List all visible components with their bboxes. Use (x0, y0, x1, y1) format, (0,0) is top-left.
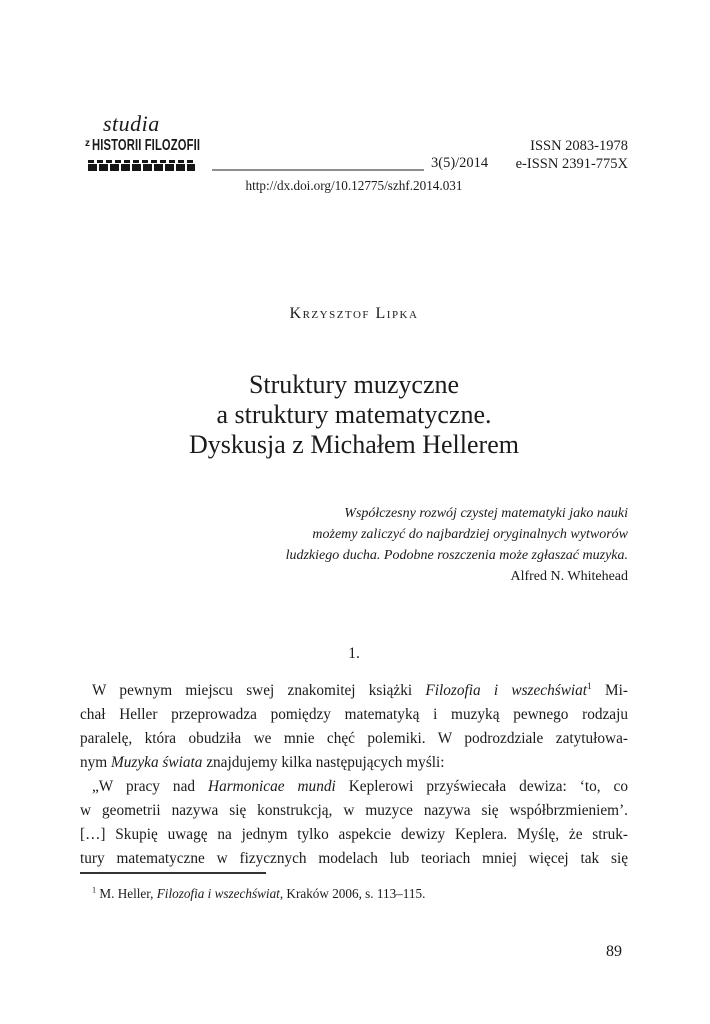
body-line (80, 775, 628, 799)
journal-logo-name: HISTORII FILOZOFII (92, 137, 201, 154)
text-segment: Harmonicae mundi (208, 778, 336, 795)
header-rule (212, 169, 424, 171)
text-segment: „W pracy nad (92, 778, 209, 795)
article-author: Krzysztof Lipka (289, 305, 419, 322)
body-line (80, 823, 628, 847)
filmstrip-dots (88, 160, 195, 163)
text-segment: chał Heller przeprowadza pomiędzy matematyką i muzyką pewnego rodzaju (80, 706, 628, 723)
journal-logo (85, 137, 246, 155)
issn-block (516, 137, 628, 173)
text-segment: 1 (587, 681, 592, 692)
page-number: 89 (606, 943, 622, 960)
epigraph-attribution: Alfred N. Whitehead (510, 569, 628, 584)
issue-number: 3(5)/2014 (431, 155, 489, 171)
text-segment: […] Skupię uwagę na jednym tylko aspekcie dewizy Keplera. Myślę, że struk- (80, 826, 628, 843)
doi-link[interactable]: http://dx.doi.org/10.12775/szhf.2014.031 (245, 178, 463, 193)
filmstrip-solid (88, 164, 195, 171)
footnote-text (80, 884, 628, 903)
text-segment: 1 (92, 885, 97, 895)
text-segment: Muzyka świata (111, 754, 203, 771)
epigraph (80, 503, 628, 587)
text-segment: Keplerowi przyświecała dewiza: ‘to, co (335, 778, 628, 795)
epigraph-lines (80, 503, 628, 566)
body-line (80, 847, 628, 871)
text-segment: znajdujemy kilka następujących myśli: (202, 754, 445, 771)
title-line: a struktury matematyczne. (216, 400, 492, 429)
text-segment: , Kraków 2006, s. 113–115. (279, 886, 426, 901)
text-segment: tury matematyczne w fizycznych modelach lub teoriach mniej więcej tak się (80, 850, 628, 867)
text-segment: w geometrii nazywa się konstrukcją, w muzyce nazywa się współbrzmieniem’. (80, 802, 628, 819)
section-number: 1. (348, 645, 360, 662)
text-segment: paralelę, która obudziła we mnie chęć polemiki. W podrozdziale zatytułowa- (80, 730, 628, 747)
title-line: Dyskusja z Michałem Hellerem (189, 430, 519, 459)
text-segment: W pewnym miejscu swej znakomitej książki (92, 682, 426, 699)
text-segment: Mi- (591, 682, 628, 699)
issn: ISSN 2083-1978 (530, 138, 628, 154)
text-segment: nym (80, 754, 112, 771)
epigraph-line: Współczesny rozwój czystej matematyki jako nauki (344, 506, 628, 521)
journal-logo-studia: studia (103, 111, 160, 136)
title-line: Struktury muzyczne (248, 370, 460, 399)
body-line (80, 679, 628, 703)
text-segment: Filozofia i wszechświat (425, 682, 588, 699)
text-segment: M. Heller, (96, 886, 157, 901)
journal-logo-z: z (85, 138, 90, 149)
body-line (80, 799, 628, 823)
epigraph-line: ludzkiego ducha. Podobne roszczenia może zgłaszać muzyka. (285, 548, 628, 563)
body-line (80, 727, 628, 751)
epigraph-line: możemy zaliczyć do najbardziej oryginalnych wytworów (312, 527, 628, 542)
text-segment: Filozofia i wszechświat (156, 886, 280, 901)
journal-logo-filmstrip-bar (88, 160, 195, 171)
eissn: e-ISSN 2391-775X (515, 156, 628, 172)
article-title (40, 370, 668, 460)
body-line (80, 751, 628, 775)
body-line (80, 703, 628, 727)
footnote-rule (80, 872, 266, 874)
body-text (80, 679, 628, 871)
